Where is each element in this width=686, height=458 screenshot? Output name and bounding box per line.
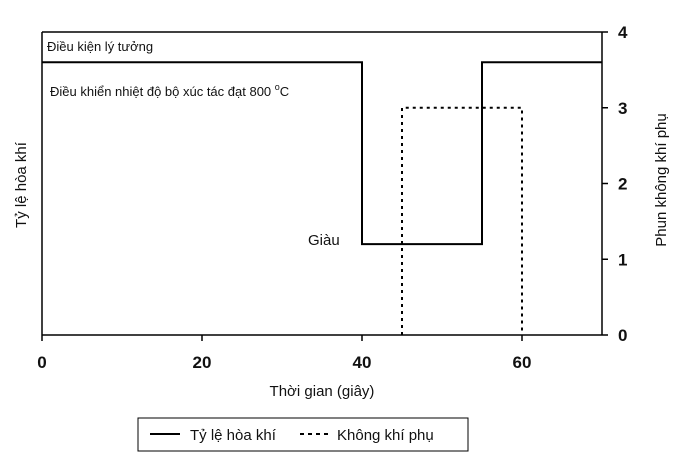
x-tick-label: 60	[512, 353, 532, 372]
catalyst-control-text: Điều khiển nhiệt độ bộ xúc tác đạt 800	[50, 84, 275, 99]
x-tick-label: 0	[37, 353, 47, 372]
y-right-tick-label: 2	[618, 174, 628, 194]
rich-label: Giàu	[308, 232, 340, 249]
x-tick-label: 20	[192, 353, 212, 372]
x-axis-title: Thời gian (giây)	[269, 383, 375, 400]
left-y-axis-title: Tỷ lệ hòa khí	[13, 142, 30, 228]
degree-superscript: o	[274, 82, 280, 92]
x-tick-label: 40	[352, 353, 372, 372]
ideal-condition-label: Điều kiện lý tưởng	[47, 39, 154, 54]
y-right-tick-label: 4	[618, 23, 628, 42]
catalyst-control-label	[50, 82, 289, 99]
y-right-tick-label: 3	[618, 98, 628, 118]
y-right-tick-label: 0	[618, 326, 628, 345]
right-y-axis-title: Phun không khí phụ	[653, 113, 670, 247]
y-right-tick-label: 1	[618, 250, 628, 270]
series-line-secondary-air	[402, 108, 522, 335]
celsius-letter: C	[279, 84, 290, 99]
legend-label-mixture: Tỷ lệ hòa khí	[190, 427, 276, 444]
legend-label-secondary-air: Không khí phụ	[337, 427, 434, 444]
